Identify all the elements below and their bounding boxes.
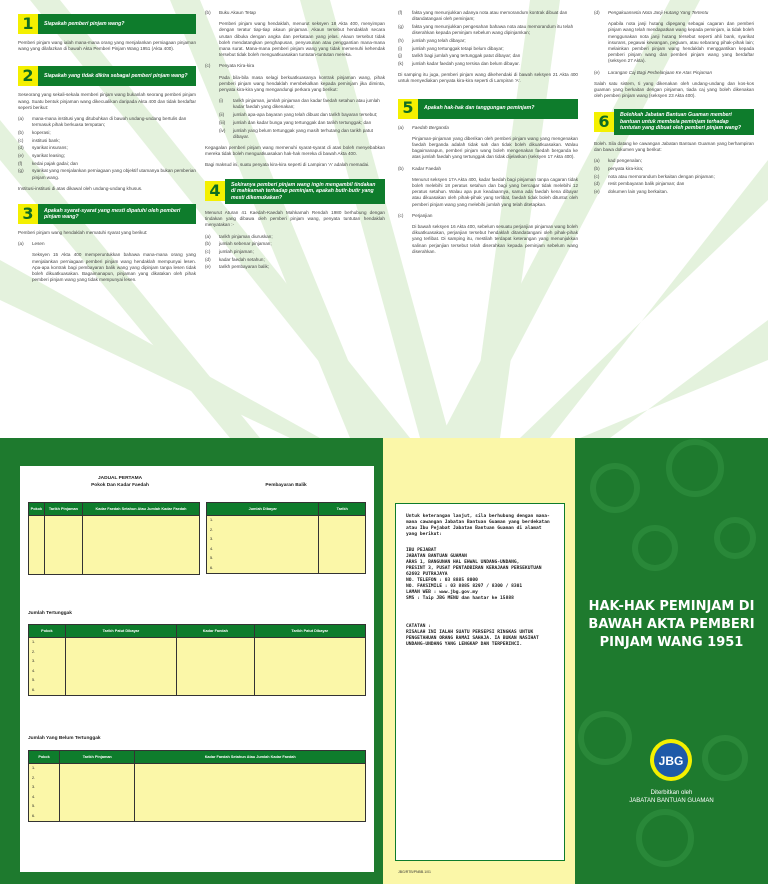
question-3 (18, 204, 196, 224)
list-item: (a) Lesen (18, 241, 45, 247)
question-text: Apakah syarat-syarat yang mesti dipatuhi oleh pemberi pinjam wang? (38, 204, 196, 224)
published-by: Diterbitkan oleh (650, 790, 693, 796)
list-item: (e) syarikat leasing; (18, 153, 65, 159)
address-line: 62692 PUTRAJAYA (406, 572, 448, 577)
list-item: (d) resit pembayaran balik pinjaman; dan (594, 181, 685, 187)
publisher-name: JABATAN BANTUAN GUAMAN (629, 798, 714, 804)
list-item: (d) syarikat insurans; (18, 145, 68, 151)
paragraph: Boleh. Sila datang ke cawangan Jabatan Bantuan Guaman yang berhampiran dan bawa dokumen yang berikut: (594, 140, 754, 153)
contact-line: NO. FAKSIMILE : 03 8885 8297 / 8300 / 8301 (406, 584, 523, 589)
list (205, 10, 385, 16)
column-4 (594, 10, 754, 200)
note-body: RISALAH INI IALAH SUATU PERSEPSI RINGKAS UNTUK PENGETAHUAN ORANG RAMAI SAHAJA. IA BUKAN NASIHAT UNDANG-UNDANG YANG LENGKAP DAN TERPERINCI. (406, 630, 539, 647)
list-item: (e) tarikh pembayaran balik; (205, 264, 270, 270)
outstanding-table: Pokok Tarikh Patut Dibayar Kadar Faedah Tarikh Patut Dibayar 1. 2. 3. 4. 5. 6. (28, 624, 366, 696)
question-number: 6 (594, 112, 614, 132)
list-item: (c) Penyata Kira-kira (205, 63, 255, 69)
list-item: (c) institusi bank; (18, 137, 60, 143)
list (398, 213, 578, 219)
address-line: PRESINT 3, PUSAT PENTADBIRAN KERAJAAN PERSEKUTUAN (406, 566, 542, 571)
coin-pattern (575, 438, 768, 884)
question-number: 5 (398, 99, 418, 119)
list-item: (c) nota atau memorandum berkaitan dengan pinjaman; (594, 173, 715, 179)
question-text: Apakah hak-hak dan tanggungan peminjam? (418, 99, 578, 119)
list-item: (a) kad pengenalan; (594, 158, 642, 164)
paragraph: Pemberi pinjam wang hendaklah mematuhi syarat yang berikut: (18, 230, 148, 236)
contact-line: SMS : Taip JBG MENU dan hantar ke 15888 (406, 596, 514, 601)
svg-text:JBG: JBG (658, 754, 684, 768)
column-2 (205, 10, 385, 276)
list (18, 241, 196, 247)
list-item: (b) jumlah sebenar pinjaman; (205, 241, 272, 247)
jbg-logo-icon (649, 738, 693, 782)
list-item: (iv) jumlah yang belum tertunggak yang masih terhutang dan tarikh patut dibayar. (219, 127, 373, 139)
list-item: (g) fakta yang menunjukkan pengesahan bahawa nota atau memorandum itu telah diserahkan kepada peminjam sebelum wang dipinjamkan; (398, 23, 574, 36)
contact-line: LAMAN WEB : www.jbg.gov.my (406, 590, 478, 595)
list-item: (h) jumlah yang telah dibayar; (398, 37, 466, 43)
list-item: (a) Faedah Berganda (398, 124, 449, 130)
list-item: (e) Larangan Caj Bagi Perbelanjaan Ke Atas Pinjaman (594, 69, 713, 75)
address-line: IBU PEJABAT (406, 548, 437, 553)
paragraph: Di samping itu juga, pemberi pinjam wang dikehendaki di bawah seksyen 21 Akta 400 untuk menyediakan penyata kira-kira seperti di Lampiran 'A'. (398, 72, 578, 84)
not-outstanding-table: Pokok Tarikh Pinjaman Kadar Faedah Setahun Atau Jumlah Kadar Faedah 1. 2. 3. 4. 5. 6. (28, 750, 366, 822)
question-text: Sekiranya pemberi pinjam wang ingin mengambil tindakan di mahkamah terhadap peminjam, apakah butir-butir yang mesti dikemukakan? (225, 179, 385, 205)
list-item: (g) syarikat yang menjalankan perniagaan yang objektif utamanya bukan pemberian pinjam wang. (18, 168, 196, 180)
list-item: (a) tarikh pinjaman diuruskan; (205, 233, 273, 239)
cover-title: HAK-HAK PEMINJAM DI BAWAH AKTA PEMBERI PINJAM WANG 1951 (588, 599, 755, 650)
schedule-panel (20, 466, 374, 872)
paragraph: Di bawah seksyen 16 Akta 400, sebelum sesuatu perjanjian pinjaman wang boleh dikuatkuasakan, perjanjian tersebut hendaklah ditandatangani oleh pihak-pihak yang terlibat. Di samping itu, mestilah terdapat keterangan yang menunjukkan salinan perjanjian tersebut telah diserahkan kepada peminjam sebelum wang diserahkan. (412, 223, 578, 254)
list-item: (d) Pengakuansetia Nota Janji Hutang Yang Tertentu (594, 10, 709, 15)
list-item: (b) Buku Akaun Tetap (205, 10, 256, 15)
question-2 (18, 66, 196, 86)
address-line: JABATAN BANTUAN GUAMAN (406, 554, 467, 559)
list-item: (k) jumlah kadar faedah yang tersisa dan belum dibayar. (398, 60, 520, 66)
question-number: 1 (18, 14, 38, 34)
list-item: (c) jumlah pinjaman; (205, 249, 254, 255)
paragraph: Salah satu sistem, ti yang dikenakan oleh undang-undang dan kos-kos guaman yang berkaitan dengan pinjaman, tiada caj yang boleh dikenakan oleh pemberi pinjam wang (seksyen 23 Akta 400). (594, 80, 754, 99)
list (398, 125, 578, 131)
paragraph: Apabila nota janji hutang dipegang sebagai cagaran dan pemberi pinjam wang telah mendapatkan wang kepada peminjam, ia tidak boleh menggunakan nota janji hutang tersebut seperti ahli bank, syarikat insurans, pegawai kewangan, peguam, atau sebarang pihak-pihak lain; melainkan pemberi pinjam wang hendaklah menggantikan kepada pemberi pinjam wang dan pemberi pinjam wang yang berdaftar (seksyen 27 Akta). (608, 21, 754, 64)
column-3 (398, 10, 578, 260)
list-item: (e) dokumen lain yang berkaitan. (594, 189, 669, 195)
paragraph: Institusi-institusi di atas dikawal oleh undang-undang khusus. (18, 185, 143, 191)
list (205, 234, 385, 271)
question-number: 3 (18, 204, 38, 224)
document-code: JBG/RTB/PNBB.1/01 (398, 870, 432, 874)
outer-spread (0, 438, 768, 884)
schedule-subtitle: Pokok Dan Kadar Faedah (91, 483, 149, 488)
question-5 (398, 99, 578, 119)
list (398, 10, 578, 67)
list (398, 166, 578, 172)
list (18, 116, 196, 181)
list (594, 158, 754, 195)
paragraph: Menurut Aturan 41 Kaedah-Kaedah Mahkamah Rendah 1980 berhubung dengan tindakan yang dibawa oleh pemberi pinjam wang, penyata tuntutan hendaklah menyatakan :- (205, 210, 385, 228)
contact-line: NO. TELEFON : 03 8885 8000 (406, 578, 478, 583)
list-item: (b) koperasi; (18, 129, 51, 135)
list-item: (b) Kadar Faedah (398, 165, 442, 171)
list-item: (iii) jumlah dan kadar bunga yang tertunggak dan tarikh tertunggak; dan (219, 119, 372, 125)
contact-box (395, 503, 565, 861)
question-4 (205, 179, 385, 205)
list-item: (i) tarikh pinjaman, jumlah pinjaman dan kadar faedah setahun atau jumlah kadar faedah yang dikenakan; (219, 98, 380, 110)
list (594, 10, 754, 16)
list (205, 98, 385, 140)
outstanding-title: Jumlah Tertunggak (28, 611, 72, 616)
paragraph: Menurut seksyen 17A Akta 400, kadar faedah bagi pinjaman tanpa cagaran tidak boleh melebihi 18 peratus setahun dan bagi yang bercagar tidak melebihi 12 peratus setahun. Walau apa pun keadaannya, sama ada faedah kena dibayar atau dikuasakan oleh pihak-pihak yang terlibat, faedah tidak boleh dituntut oleh pemberi pinjam wang yang melebihi jumlah yang telah ditetapkan. (412, 176, 578, 207)
list-item: (f) kedai pajak gadai; dan (18, 160, 78, 166)
paragraph: Seksyen 15 Akta 400 memperuntukkan bahawa mana-mana orang yang menjalankan perniagaan pemberi pinjam wang hendaklah mempunyai lesen. Apa-apa kontrak bagi pembayaran balik wang yang dipinjam tanpa lesen tidak boleh dikuatkuasakan. Bagaimanapun, pinjaman yang dikatakan oleh pihak pemberi pinjam wang yang tidak mempunyai lesen. (32, 252, 196, 283)
question-text: Bolehkah Jabatan Bantuan Guaman memberi bantuan untuk membela peminjam terhadap tuntutan yang dibuat oleh pemberi pinjam wang? (614, 109, 754, 135)
column-1 (18, 10, 196, 288)
list-item: (d) kadar faedah setahun; (205, 256, 265, 262)
list-item: (c) Perjanjian (398, 212, 433, 218)
paragraph: Pemberi pinjam wang ialah mana-mana orang yang menjalankan perniagaan pinjaman wang yang dilafazkan di bawah Akta Pemberi Pinjam Wang 1951 (Akta 400). (18, 40, 196, 52)
not-outstanding-title: Jumlah Yang Belum Tertunggak (28, 736, 101, 741)
question-number: 2 (18, 66, 38, 86)
list-item: (f) fakta yang menunjukkan adanya nota atau memorandum kontrak dibuat dan ditandatangani oleh peminjam; (398, 10, 568, 22)
question-number: 4 (205, 181, 225, 201)
repayment-table: Jumlah Dibayar Tarikh 1. 2. 3. 4. 5. 6. (206, 502, 366, 574)
contact-intro: Untuk keterangan lanjut, sila berhubung dengan mana-mana cawangan Jabatan Bantuan Guaman yang berdekatan atau Ibu Pejabat Jabatan Bantuan Guaman di alamat yang berikut: (406, 514, 550, 537)
paragraph: Kegagalan pemberi pinjam wang memenuhi syarat-syarat di atas boleh menyebabkan mereka tidak boleh menguatkuasakan hak-hak mereka di bawah Akta 400. (205, 144, 385, 157)
list (594, 70, 754, 76)
inner-spread (0, 0, 768, 438)
list-item: (b) penyata kira-kira; (594, 166, 644, 172)
question-1 (18, 14, 196, 34)
paragraph: Bagi maksud ini, suatu penyata kira-kira seperti di Lampiran 'A' adalah memadai. (205, 162, 370, 168)
paragraph: Pemberi pinjam wang hendaklah, menurut seksyen 18 Akta 400, menyimpan dengan teratur tiap-tiap akaun pinjaman. Akaun tersebut hendaklah secara urutan dibuka dengan angka dan perkataan yang jelas. Akaun tersebut tidak boleh mendatangkan penghapusan, penyusunan atau penggantian mana-mana mana surat. Mana-mana pemberi pinjam wang yang tidak memenuhi kehendak tersebut tidak boleh menguatkuasakan tuntutan-tuntutan mereka. (219, 21, 385, 58)
list (205, 63, 385, 69)
question-text: Siapakah yang tidak dikira sebagai pemberi pinjam wang? (38, 66, 196, 86)
list-item: (i) jumlah yang tertunggak tetapi belum dibayar; (398, 45, 504, 51)
principal-table: Pokok Tarikh Pinjaman Kadar Faedah Setahun Atau Jumlah Kadar Faedah (28, 502, 200, 575)
paragraph: Seseorang yang sekali-sekala memberi pinjam wang bukanlah seorang pemberi pinjam wang. Suatu bentuk pinjaman wang dikecualikan daripada Akta 400 dan tidak berdaftar seperti berikut: (18, 92, 196, 110)
list-item: (j) tarikh bagi jumlah yang tertunggak patut dibayar; dan (398, 53, 521, 59)
address-line: ARAS 1, BANGUNAN HAL EHWAL UNDANG-UNDANG, (406, 560, 520, 565)
cover-panel (575, 438, 768, 884)
note-title: CATATAN : (406, 624, 431, 629)
question-6 (594, 109, 754, 135)
repayment-title: Pembayaran Balik (265, 483, 307, 488)
list-item: (a) mana-mana institusi yang ditubuhkan di bawah undang-undang bertulis dan termasuk pihak berkuasa tempatan; (18, 116, 187, 128)
schedule-title: JADUAL PERTAMA (97, 476, 143, 481)
paragraph: Pinjaman-pinjaman yang diberikan oleh pemberi pinjam wang yang mengenakan faedah berganda adalah tidak sah dan tidak boleh dikuatkuasakan. Walau bagaimanapun, pemberi pinjam wang boleh mengenakan faedah berganda ke atas jumlah faedah yang tertunggak dan tidak dijelaskan (seksyen 17 Akta 400). (412, 135, 578, 160)
paragraph: Pada bila-bila masa selagi berkuatkuasanya kontrak pinjaman wang, pihak pemberi pinjam wang hendaklah membekalkan kepada peminjam jika diminta, penyata kira-kira yang mengandungi perkara yang berikut: (219, 74, 385, 93)
list-item: (ii) jumlah apa-apa bayaran yang telah dibuat dan tarikh bayaran tersebut; (219, 112, 378, 118)
question-text: Siapakah pemberi pinjam wang? (38, 14, 196, 34)
